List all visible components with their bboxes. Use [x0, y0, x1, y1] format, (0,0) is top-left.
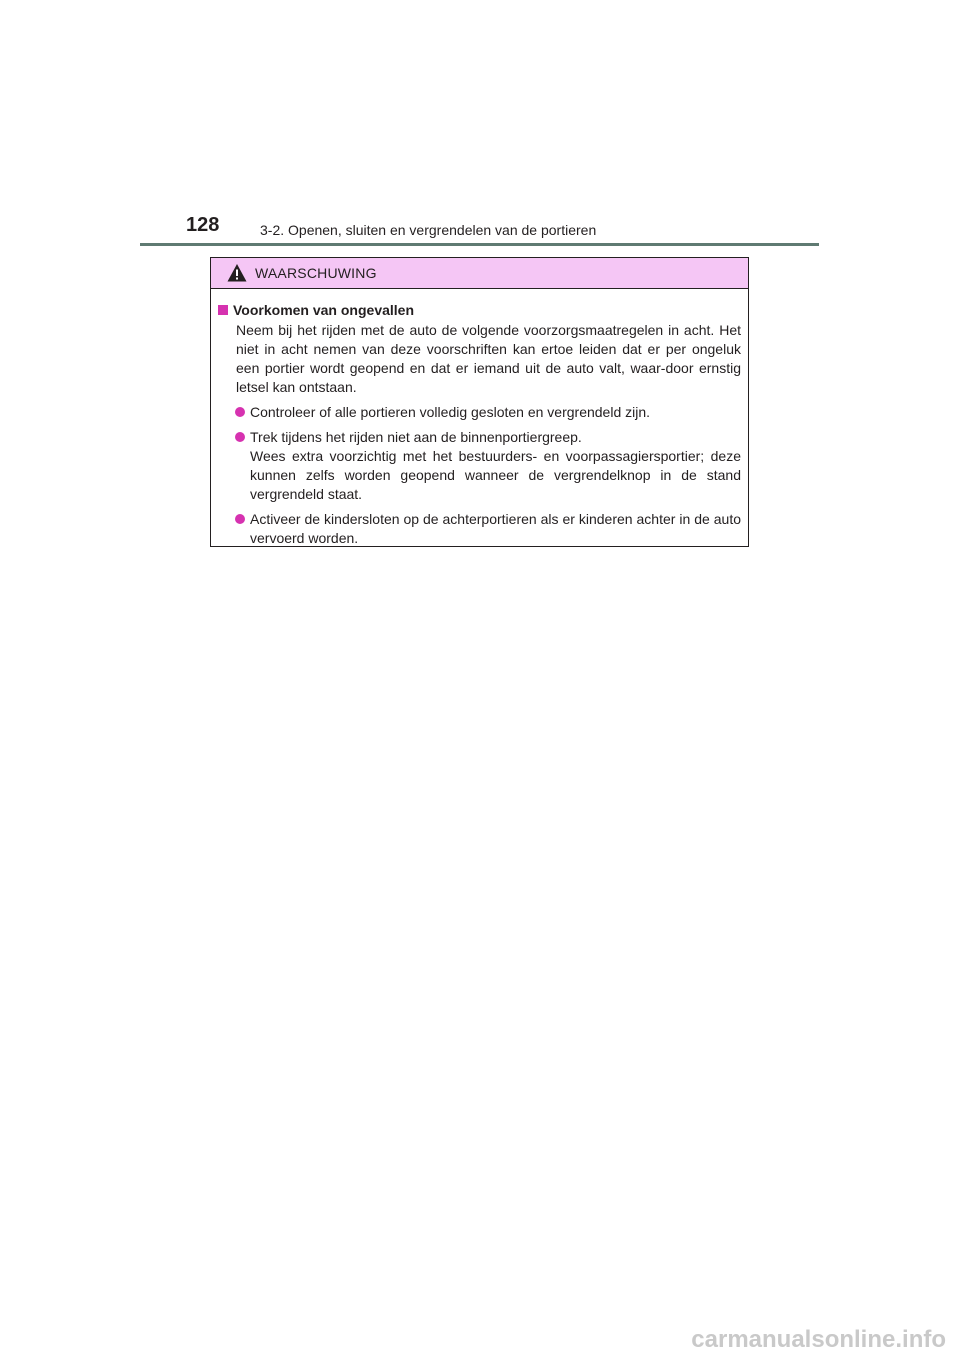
round-bullet-icon [235, 432, 245, 442]
bullet-item [235, 403, 741, 422]
square-bullet-icon [218, 305, 228, 315]
section-title: 3-2. Openen, sluiten en vergrendelen van de portieren [260, 222, 597, 238]
topic-heading-text: Voorkomen van ongevallen [233, 302, 415, 318]
bullet-item [235, 510, 741, 548]
bullet-item [235, 428, 741, 504]
round-bullet-icon [235, 407, 245, 417]
warning-label: WAARSCHUWING [255, 265, 377, 281]
round-bullet-icon [235, 514, 245, 524]
bullet-text [250, 428, 741, 504]
warning-box [210, 257, 749, 547]
warning-triangle-icon [227, 263, 247, 283]
warning-header [211, 258, 748, 289]
header-rule [140, 243, 819, 246]
bullet-line: Trek tijdens het rijden niet aan de binnenportiergreep. [250, 429, 582, 445]
topic-heading [218, 301, 741, 320]
page-number: 128 [186, 214, 220, 236]
intro-paragraph: Neem bij het rijden met de auto de volgende voorzorgsmaatregelen in acht. Het niet in acht nemen van deze voorschriften kan ertoe leiden dat er per ongeluk een portier wordt geopend en dat er iemand uit de auto valt, waar-door ernstig letsel kan ontstaan. [236, 322, 741, 395]
watermark-text: carmanualsonline.info [691, 1326, 946, 1353]
bullet-line: Wees extra voorzichtig met het bestuurders- en voorpassagiersportier; deze kunnen zelfs worden geopend wanneer de vergrendelknop in de stand vergrendeld staat. [250, 448, 741, 502]
warning-body [211, 289, 748, 548]
bullet-line: Controleer of alle portieren volledig gesloten en vergrendeld zijn. [250, 404, 651, 420]
bullet-line: Activeer de kindersloten op de achterportieren als er kinderen achter in de auto vervoerd worden. [250, 511, 741, 546]
bullet-text [250, 510, 741, 548]
bullet-text [250, 403, 741, 422]
